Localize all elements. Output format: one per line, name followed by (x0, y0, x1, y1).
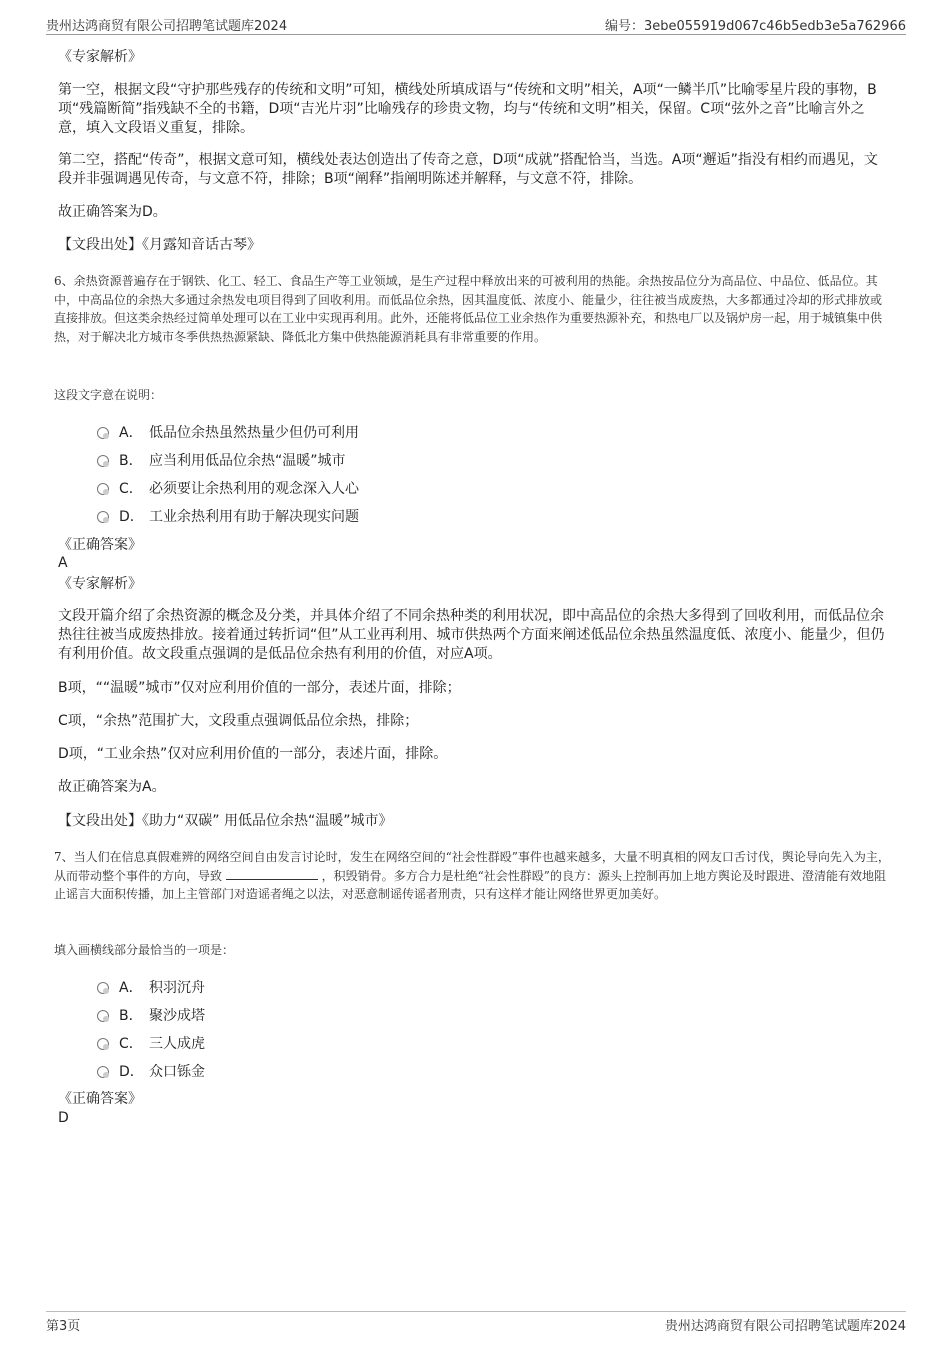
radio-icon[interactable] (97, 1038, 109, 1050)
q7-answer: D (58, 1110, 69, 1126)
option-text: 聚沙成塔 (149, 1008, 205, 1024)
q5-source: 【文段出处】《月露知音话古琴》 (58, 237, 261, 253)
footer-title: 贵州达鸿商贸有限公司招聘笔试题库2024 (664, 1319, 906, 1334)
option-text: 众口铄金 (149, 1064, 205, 1080)
q7-stem-before: 7、当人们在信息真假难辨的网络空间自由发言讨论时，发生在网络空间的“社会性群殴”事件也越来越多，大量不明真相的网友口舌讨伐，舆论导向先入为主，从而带动整个事件的方向，导致 (54, 850, 890, 883)
q6-analysis-para4: D项，“工业余热”仅对应利用价值的一部分，表述片面，排除。 (58, 746, 448, 762)
radio-icon[interactable] (97, 982, 109, 994)
q7-prompt: 填入画横线部分最恰当的一项是： (54, 943, 235, 957)
header-title: 贵州达鸿商贸有限公司招聘笔试题库2024 (46, 19, 288, 34)
radio-icon[interactable] (97, 427, 109, 439)
option-letter: C． (119, 1036, 143, 1052)
q6-answer: A (58, 555, 68, 571)
option-text: 工业余热利用有助于解决现实问题 (149, 509, 359, 525)
page-header (46, 12, 906, 35)
option-letter: B． (119, 453, 143, 469)
option-text: 必须要让余热利用的观念深入人心 (149, 481, 359, 497)
radio-icon[interactable] (97, 511, 109, 523)
q6-expert-heading: 《专家解析》 (58, 576, 142, 592)
radio-icon[interactable] (97, 455, 109, 467)
q6-source: 【文段出处】《助力“双碳” 用低品位余热“温暖”城市》 (58, 813, 393, 829)
q6-stem: 6、余热资源普遍存在于钢铁、化工、轻工、食品生产等工业领域，是生产过程中释放出来的可被利用的热能。余热按品位分为高品位、中品位、低品位。其中，中高品位的余热大多通过余热发电项目得到了回收利用。而低品位余热，因其温度低、浓度小、能量少，往往被当成废热，大多都通过冷却的形式排放或直接排放。但这类余热经过简单处理可以在工业中实现再利用。此外，还能将低品位工业余热作为重要热源补充，和热电厂以及锅炉房一起，用于城镇集中供热，对于解决北方城市冬季供热热源紧缺、降低北方集中供热能源消耗具有非常重要的作用。 (54, 274, 883, 344)
option-letter: C． (119, 481, 143, 497)
q6-analysis-para3: C项，“余热”范围扩大，文段重点强调低品位余热，排除； (58, 713, 419, 729)
q5-analysis-para1: 第一空，根据文段“守护那些残存的传统和文明”可知，横线处所填成语与“传统和文明”相关，A项“一鳞半爪”比喻零星片段的事物，B项“残篇断简”指残缺不全的书籍，D项“吉光片羽”比喻残存的珍贵文物，均与“传统和文明”相关，保留。C项“弦外之音”比喻言外之意，填入文段语义重复，排除。 (58, 82, 877, 136)
option-text: 三人成虎 (149, 1036, 205, 1052)
option-text: 应当利用低品位余热“温暖”城市 (149, 453, 346, 469)
option-letter: A． (119, 425, 143, 441)
q7-stem (54, 848, 890, 904)
option-letter: D． (119, 509, 144, 525)
q6-analysis-para2: B项，““温暖”城市”仅对应利用价值的一部分，表述片面，排除； (58, 680, 461, 696)
q5-analysis-para2: 第二空，搭配“传奇”，根据文意可知，横线处表达创造出了传奇之意，D项“成就”搭配恰当，当选。A项“邂逅”指没有相约而遇见，文段并非强调遇见传奇，与文意不符，排除；B项“阐释”指阐明陈述并解释，与文意不符，排除。 (58, 152, 878, 187)
option-letter: D． (119, 1064, 144, 1080)
q6-prompt: 这段文字意在说明： (54, 388, 163, 402)
radio-icon[interactable] (97, 483, 109, 495)
q6-analysis-para1: 文段开篇介绍了余热资源的概念及分类，并具体介绍了不同余热种类的利用状况，即中高品位的余热大多得到了回收利用，而低品位余热往往被当成废热排放。接着通过转折词“但”从工业再利用、城市供热两个方面来阐述低品位余热虽然温度低、浓度小、能量少，但仍有利用价值。故文段重点强调的是低品位余热有利用的价值，对应A项。 (58, 608, 885, 662)
q7-answer-heading: 《正确答案》 (58, 1091, 142, 1107)
option-text: 低品位余热虽然热量少但仍可利用 (149, 425, 359, 441)
q6-conclusion: 故正确答案为A。 (58, 779, 166, 795)
q5-expert-heading: 《专家解析》 (58, 49, 142, 65)
option-letter: A． (119, 980, 143, 996)
radio-icon[interactable] (97, 1010, 109, 1022)
fill-blank (226, 867, 318, 880)
q5-conclusion: 故正确答案为D。 (58, 204, 167, 220)
option-text: 积羽沉舟 (149, 980, 205, 996)
option-letter: B． (119, 1008, 143, 1024)
q7-stem-after: ，积毁销骨。多方合力是杜绝“社会性群殴”的良方：源头上控制再加上地方舆论及时跟进、澄清能有效地阻止谣言大面积传播，加上主管部门对造谣者绳之以法，对恶意制谣传谣者刑责，只有这样才能让网络世界更加美好。 (54, 868, 886, 901)
header-doc-id: 编号：3ebe055919d067c46b5edb3e5a762966 (604, 19, 906, 34)
page-footer (46, 1311, 906, 1334)
radio-icon[interactable] (97, 1066, 109, 1078)
page-number: 第3页 (46, 1319, 81, 1334)
q6-answer-heading: 《正确答案》 (58, 537, 142, 553)
